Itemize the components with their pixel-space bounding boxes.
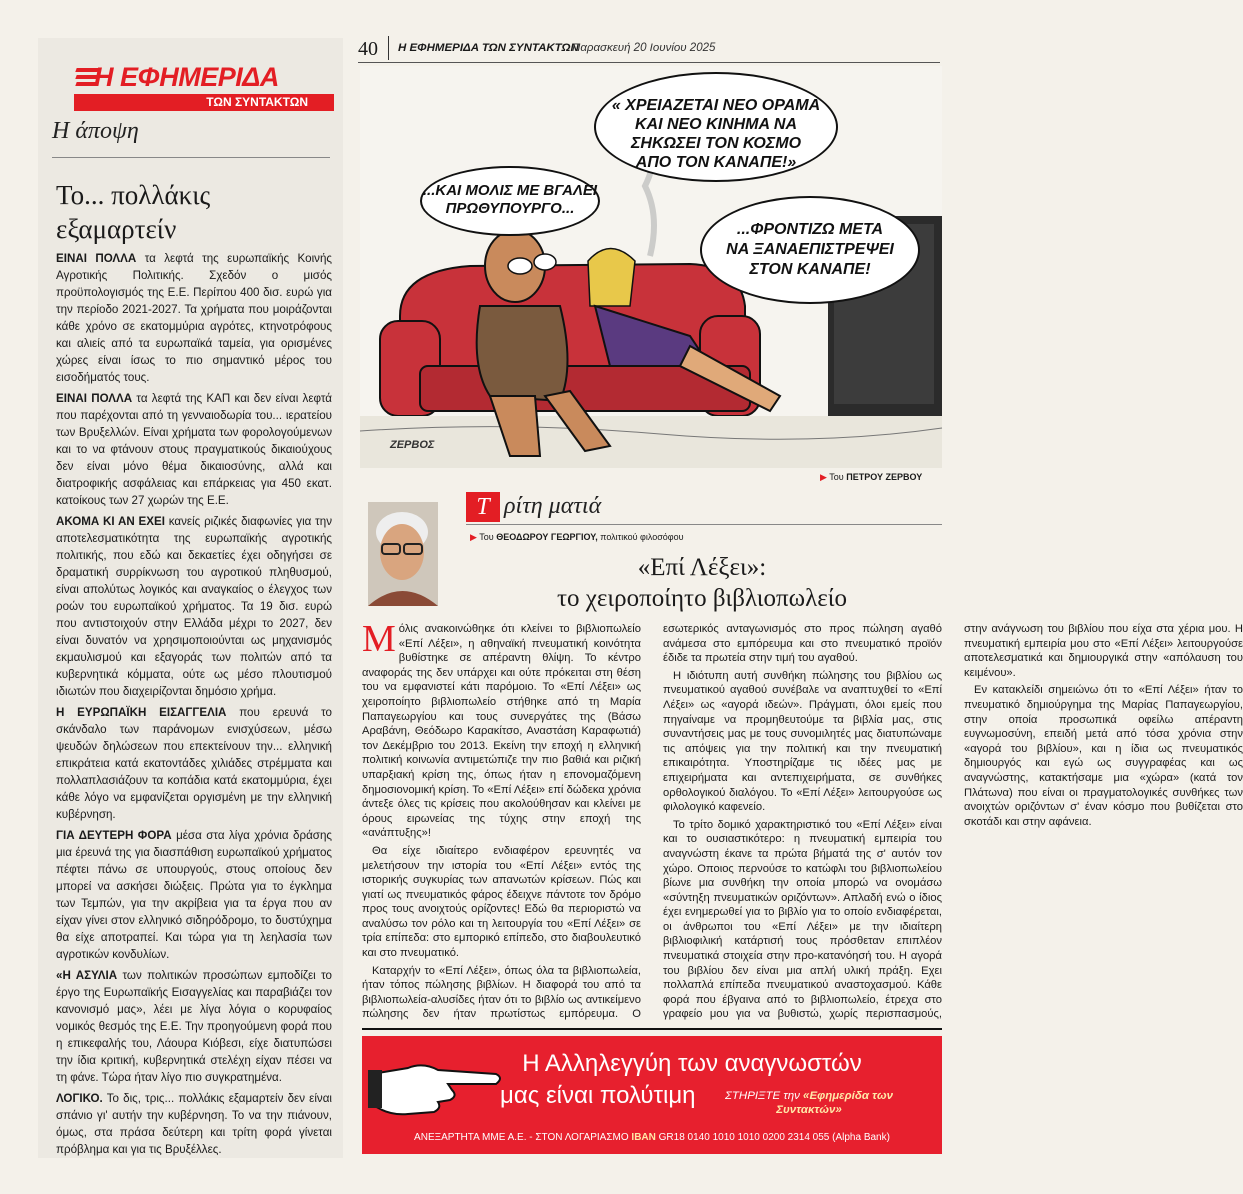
- paragraph-lead: Η ΕΥΡΩΠΑΪΚΗ ΕΙΣΑΓΓΕΛΙΑ: [56, 706, 227, 719]
- cartoon-signature: ΖΕΡΒΟΣ: [390, 439, 435, 451]
- header-divider: [388, 36, 389, 60]
- opinion-paragraph: [56, 967, 332, 1086]
- paragraph-text: Το δις, τρις... πολλάκις εξαμαρτείν δεν είναι σπάνιο γι' αυτήν την κυβέρνηση. Το να την πιάνουν, όμως, στα πράσα δεύτερη και τρίτη φορά γίνεται πρόβλημα και για τις Βρυξέλλες.: [56, 1092, 332, 1156]
- opinion-paragraph: [56, 250, 332, 386]
- article-paragraph: Η ιδιότυπη αυτή συνθήκη πώλησης του βιβλίου ως πνευματικού αγαθού συνέβαλε να αναπτυχθεί το «Επί Λέξει» ως «αγορά ιδεών». Πράγματι, όλοι εμείς που πηγαίναμε να προμηθευτούμε τα βιβλία μας, στις συναντήσεις μας με τους συνομιλητές μας διατυπώναμε τις απόψεις για την πολιτική και την πνευματική επικαιρότητα. Υποστηρίζαμε τις ιδέες μας με επιχειρήματα και αντεπιχειρήματα, σε συνθήκες ορθολογικού διαλόγου. Το «Επί Λέξει» λειτουργούσε ως φιλολογικό καφενείο.: [663, 669, 942, 814]
- bubble-line: ...ΚΑΙ ΜΟΛΙΣ ΜΕ ΒΓΑΛΕΙ: [422, 182, 598, 199]
- ad-side-highlight: «Εφημερίδα των Συντακτών»: [776, 1090, 894, 1116]
- issue-date: Παρασκευή 20 Ιουνίου 2025: [572, 42, 716, 54]
- article-headline: [462, 552, 942, 614]
- cartoon-credit: [820, 472, 922, 483]
- article-paragraph: [362, 618, 641, 841]
- opinion-headline-line1: Το... πολλάκις: [56, 180, 211, 210]
- opinion-paragraph: [56, 513, 332, 700]
- political-cartoon: [360, 66, 942, 468]
- credit-name: ΠΕΤΡΟΥ ΖΕΡΒΟΥ: [846, 472, 923, 482]
- byline-name: ΘΕΟΔΩΡΟΥ ΓΕΩΡΓΙΟΥ,: [496, 532, 598, 542]
- article-paragraph: Καταρχήν το «Επί Λέξει», όπως όλα τα βιβλιοπωλεία, ήταν τόπος πώλησης βιβλίων. Η διαφορά του από τα βιβλιοπωλεία-αλυσίδες ήταν ότι το βιβλίο ως αντικείμενο πώλησης δεν ήταν πρωτίστως εμπόρευμα. Ο εσωτερικός ανταγωνισμός στο προς πώληση αγαθό ανάμεσα στο εμπόρευμα και στο πνευματικό προϊόν έδιδε τα πρωτεία στην τιμή του αγαθού.: [362, 623, 942, 1021]
- paragraph-text: όλις ανακοινώθηκε ότι κλείνει το βιβλιοπωλείο «Επί Λέξει», η αθηναϊκή πνευματική κοινότητα βυθίστηκε σε απέραντη θλίψη. Το κέντρο αναφοράς της δεν υπάρχει και ούτε πρόκειται στη θέση του να εμφανιστεί κάτι παρόμοιο. Το «Επί Λέξει» ως χειροποίητο βιβλιοπωλείο στήθηκε από τη Μαρία Παπαγεωργίου και τους συνεργάτες της (Βάσω Αραβάνη, Θεόδωρο Καρακίτσο, Αναστάση Καραφωτιά) τον Δεκέμβριο του 2013. Εκείνη την εποχή η ελληνική πολιτική κοινωνία αντιμετώπιζε την πιο βαθιά και ριζική υπαρξιακή κρίση της, όπως ήταν η επονομαζόμενη δημοσιονομική κρίση. Το «Επί Λέξει» επί δώδεκα χρόνια άντεξε όλες τις κρίσεις που ακολούθησαν και κλείνει με όρους ειρωνείας της τύχης στην εποχή της «ανάπτυξης»!: [362, 623, 641, 840]
- column-header: [466, 492, 942, 522]
- paragraph-text: των πολιτικών προσώπων εμποδίζει το έργο της Ευρωπαϊκής Εισαγγελίας και παραβιάζει τον κανονισμό μας», λέει με λίγα λόγια ο κορυφαίος νομικός θεσμός της Ε.Ε. Την προηγούμενη φορά που η επικεφαλής του, Λάουρα Κιόβεσι, είχε διατυπώσει την ίδια κριτική, κυβερνητικά στελέχη είχαν πέσει να τη φάνε. Τώρα ήταν λίγο πιο συγκρατημένα.: [56, 969, 332, 1084]
- paragraph-lead: ΕΙΝΑΙ ΠΟΛΛΑ: [56, 392, 133, 405]
- page-number: 40: [358, 38, 378, 60]
- paper-name: Η ΕΦΗΜΕΡΙΔΑ ΤΩΝ ΣΥΝΤΑΚΤΩΝ: [398, 42, 579, 54]
- opinion-body: [56, 250, 332, 1162]
- ad-footer-iban: IBAN: [631, 1132, 656, 1143]
- section-title: Η άποψη: [52, 118, 139, 144]
- opinion-paragraph: [56, 704, 332, 823]
- article-rule: [362, 1028, 942, 1030]
- paragraph-text: μέσα στα λίγα χρόνια δράσης μια έρευνά της για διασπάθιση ευρωπαϊκού χρήματος πέφτει πάνω σε υπουργούς, στους οποίους δεν μπορεί να ασκήσει διώξεις. Πρώτα για το έγκλημα των Τεμπών, για την ακρίβεια για τα έργα που αν είχαν γίνει στον ελληνικό σιδηρόδρομο, το δυστύχημα θα είχε αποτραπεί. Και τώρα για τη λεηλασία των αγροτικών κονδυλίων.: [56, 829, 332, 961]
- author-portrait-icon: [368, 502, 438, 606]
- article-paragraph: Το τρίτο δομικό χαρακτηριστικό του «Επί Λέξει» είναι και το ουσιαστικότερο: η πνευματική εμπειρία του αναγνώστη έκανε τα πρώτα βήματά της σ' αυτόν τον χώρο. Οποιος περνούσε το κατώφλι του βιβλιοπωλείου βίωνε μια συνθήκη την οποία μπορώ να ονομάσω «σύντηξη πνευματικών οριζόντων». Απλαδή ενώ ο ίδιος έχει ενημερωθεί για το βιβλίο για το οποίο ενδιαφέρεται, οι άνθρωποι του «Επί Λέξει» με την ιδιαίτερη βιβλιοφιλική κατάρτισή τους πρόσθεταν επιπλέον πνευματικά στοιχεία στην προ-κατανόησή του. Η αγορά του βιβλίου δεν είναι μια απλή υλική πράξη. Εχει πολλαπλά επίπεδα πνευματικού αναστοχασμού. Κάθε φορά που έβγαινα από το βιβλιοπωλείο, έτρεχα στο γραφείο μου για να βυθιστώ, χωρίς περισπασμούς, στην ανάγνωση του βιβλίου που είχα στα χέρια μου. Η πνευματική εμπειρία μου στο «Επί Λέξει» λειτουργούσε αποτελεσματικά και δημιουργικά στην «απόλαυση του κειμένου».: [663, 623, 1243, 1021]
- drop-cap: Μ: [362, 618, 396, 660]
- masthead-logo: Η ΕΦΗΜΕΡΙΔΑ: [94, 62, 279, 92]
- speech-bubble-1: [594, 72, 838, 182]
- article-headline-line2: το χειροποίητο βιβλιοπωλείο: [557, 585, 847, 612]
- paragraph-lead: ΛΟΓΙΚΟ.: [56, 1092, 103, 1105]
- triangle-icon: ▶: [470, 532, 477, 542]
- credit-prefix: Του: [829, 472, 844, 482]
- article-headline-line1: «Επί Λέξει»:: [637, 554, 767, 581]
- ad-footer: [382, 1132, 922, 1143]
- opinion-paragraph: [56, 827, 332, 963]
- ad-side-prefix: ΣΤΗΡΙΞΤΕ την: [724, 1090, 800, 1102]
- ad-headline-2: μας είναι πολύτιμη: [500, 1082, 696, 1109]
- bubble-line: ΚΑΙ ΝΕΟ ΚΙΝΗΜΑ ΝΑ: [634, 116, 798, 133]
- triangle-icon: ▶: [820, 472, 827, 482]
- paragraph-text: που ερευνά το σκάνδαλο των παράνομων ενισχύσεων, μέσω ψευδών δηλώσεων που επεκτείνουν την... ελληνική επικράτεια κατά εκατοντάδες χιλιάδες στρέμματα και πολλαπλασιάζουν τα κοπάδια κατά εκατομμύρια, έχει κάθε λόγο να εμφανίζεται οργισμένη με την ελληνική κυβέρνηση.: [56, 706, 333, 821]
- bubble-line: ΣΗΚΩΣΕΙ ΤΟΝ ΚΟΣΜΟ: [630, 135, 802, 152]
- opinion-headline-line2: εξαμαρτείν: [56, 214, 177, 244]
- opinion-column: [38, 38, 343, 1158]
- byline-role: πολιτικού φιλοσόφου: [597, 532, 684, 542]
- ad-headline-1: Η Αλληλεγγύη των αναγνωστών: [522, 1050, 862, 1077]
- speech-bubble-2: [420, 166, 600, 236]
- article-byline: [470, 532, 684, 543]
- bubble-line: ΝΑ ΞΑΝΑΕΠΙΣΤΡΕΨΕΙ: [726, 241, 894, 258]
- masthead-sub: ΤΩΝ ΣΥΝΤΑΚΤΩΝ: [74, 94, 334, 111]
- speech-bubble-3: [700, 196, 920, 304]
- paragraph-text: κανείς ριζικές διαφωνίες για την αποτελεσματικότητα της ευρωπαϊκής αγροτικής πολιτικής, που εδώ και δεκαετίες έχει οδηγήσει σε δραματική συρρίκνωση του αγροτικού πληθυσμού, είναι απολύτως λογικός και αναγκαίος ο έλεγχος των ροών του ευρωπαϊκού χρήματος. Τα 19 δισ. ευρώ που αντιστοιχούν στην Ελλάδα μέχρι το 2027, δεν είναι δυνατόν να χρησιμοποιούνται ως μηχανισμός εκμαυλισμού και εξαγοράς των πολιτών από τα κυβερνητικά κόμματα, ούτε ως μέσο πλουτισμού ιδιωτών που διαχειρίζονται δημόσιο χρήμα.: [56, 515, 332, 698]
- opinion-headline: [56, 178, 326, 246]
- opinion-paragraph: [56, 1090, 332, 1158]
- column-initial: Τ: [466, 492, 500, 522]
- paragraph-lead: ΕΙΝΑΙ ΠΟΛΛΑ: [56, 252, 137, 265]
- opinion-paragraph: [56, 390, 332, 509]
- column-title: ρίτη ματιά: [504, 493, 602, 519]
- section-rule: [52, 157, 330, 158]
- column-rule: [466, 524, 942, 525]
- bubble-line: ΑΠΟ ΤΟΝ ΚΑΝΑΠΕ!»: [635, 154, 797, 171]
- bubble-line: ΣΤΟΝ ΚΑΝΑΠΕ!: [749, 261, 871, 278]
- paragraph-lead: «Η ΑΣΥΛΙΑ: [56, 969, 118, 982]
- paragraph-lead: ΑΚΟΜΑ ΚΙ ΑΝ ΕΧΕΙ: [56, 515, 165, 528]
- bubble-line: ΠΡΩΘΥΠΟΥΡΓΟ...: [445, 200, 575, 217]
- solidarity-ad[interactable]: [362, 1036, 942, 1154]
- bubble-line: ...ΦΡΟΝΤΙΖΩ ΜΕΤΑ: [736, 221, 884, 238]
- author-photo: [368, 502, 438, 606]
- article-body: [362, 618, 1243, 1027]
- article-paragraph: Θα είχε ιδιαίτερο ενδιαφέρον ερευνητές να μελετήσουν την ιστορία του «Επί Λέξει» εντός της ιστορικής συγκυρίας των απανωτών κρίσεων. Πώς και γιατί ως πνευματικός φάρος έδειχνε πάντοτε τον δρόμο προς τους ανοιχτούς ορίζοντες! Εδώ θα περιοριστώ να αναλύσω τον ρόλο και τη λειτουργία του «Επί Λέξει» σε τρία επίπεδα: στο εμπορικό επίπεδο, στο διαβουλευτικό και στο πνευματικό.: [362, 844, 641, 960]
- paragraph-text: τα λεφτά της ΚΑΠ και δεν είναι λεφτά που παρέχονται από τη γενναιοδωρία του... ιερατείου των Βρυξελλών. Είναι χρήματα των φορολογούμενων και το να φτάνουν στους πραγματικούς δικαιούχους δεν είναι μόνο θέμα δικαιοσύνης, αλλά και διατροφικής ασφάλειας και επάρκειας για 450 εκατ. κατοίκους των 27 χωρών της Ε.Ε.: [56, 392, 332, 507]
- ad-footer-left: ΑΝΕΞΑΡΤΗΤΑ ΜΜΕ Α.Ε. - ΣΤΟΝ ΛΟΓΑΡΙΑΣΜΟ: [414, 1132, 632, 1143]
- ad-footer-right: GR18 0140 1010 1010 0200 2314 055 (Alpha Bank): [655, 1132, 890, 1143]
- header-rule: [358, 62, 940, 63]
- paragraph-text: τα λεφτά της ευρωπαϊκής Κοινής Αγροτικής Πολιτικής. Σχεδόν ο μισός προϋπολογισμός της Ε.Ε. Περίπου 400 δισ. ευρώ για την περίοδο 2021-2027. Τα χρήματα που μοιράζονται κάθε χρόνο σε εκατομμύρια αγρότες, κτηνοτρόφους και αλιείς από τα ευρωπαϊκά ταμεία, για ορισμένες χώρες είναι ίσως το πιο σημαντικό μέρος του εισοδήματός τους.: [56, 252, 332, 384]
- paragraph-lead: ΓΙΑ ΔΕΥΤΕΡΗ ΦΟΡΑ: [56, 829, 172, 842]
- ad-side-text: [724, 1089, 894, 1117]
- byline-prefix: Του: [479, 532, 494, 542]
- article-paragraph: Εν κατακλείδι σημειώνω ότι το «Επί Λέξει» ήταν το πνευματικό δημιούργημα της Μαρίας Παπαγεωργίου, στην οποία προσωπικά οφείλω απέραντη ευγνωμοσύνη, επειδή μετά από τόσα χρόνια στην «αγορά του βιβλίου», και η ίδια ως πνευματικός δημιουργός και εγώ ως συγγραφέας και ως αναγνώστης, κατακτήσαμε μια «χώρα» (κατά τον Πλάτωνα) που είναι οι πραγματολογικές συνθήκες των ανοιχτών οριζόντων σ' έναν κόσμο που βυθίζεται στο σκοτάδι και στην αφάνεια.: [964, 684, 1243, 828]
- bubble-line: « ΧΡΕΙΑΖΕΤΑΙ ΝΕΟ ΟΡΑΜΑ: [611, 97, 821, 114]
